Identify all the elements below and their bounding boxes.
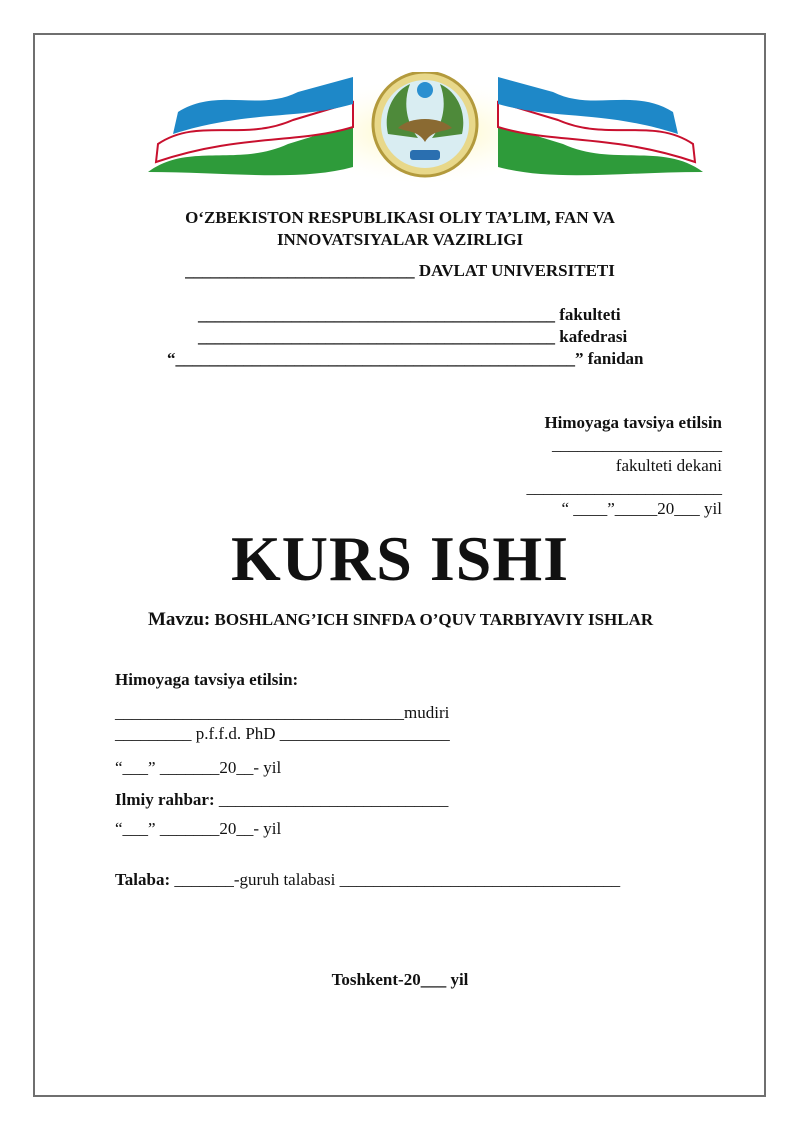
topic-label: Mavzu: <box>148 609 211 630</box>
approval-date: “ ____”_____20___ yil <box>561 499 722 518</box>
phd-line: _________ p.f.f.d. PhD ____________________ <box>115 724 450 743</box>
defense-heading: Himoyaga tavsiya etilsin: <box>115 670 299 689</box>
uzbekistan-emblem-flag-icon <box>148 72 703 182</box>
advisor-line <box>115 790 448 810</box>
advisor-label: Ilmiy rahbar: <box>115 790 215 809</box>
advisor-blank: ___________________________ <box>214 790 449 809</box>
student-label: Talaba: <box>115 870 171 889</box>
university-line: ___________________________ DAVLAT UNIVERSITETI <box>185 261 615 280</box>
topic-line <box>148 609 653 631</box>
student-value: _______-guruh talabasi _________________________________ <box>170 870 621 889</box>
city-year-footer: Toshkent-20___ yil <box>331 970 469 989</box>
dean-label: fakulteti dekani <box>615 456 722 475</box>
document-title: KURS ISHI <box>231 523 569 594</box>
department-line: __________________________________________ kafedrasi <box>198 327 628 346</box>
topic-value: BOSHLANG’ICH SINFDA O’QUV TARBIYAVIY ISHLAR <box>210 610 654 629</box>
defense-date: “___” _______20__- yil <box>115 758 282 777</box>
ministry-title <box>0 207 800 251</box>
ministry-line-2: INNOVATSIYALAR VAZIRLIGI <box>276 230 524 249</box>
advisor-date: “___” _______20__- yil <box>115 819 282 838</box>
faculty-line: __________________________________________ fakulteti <box>198 305 621 324</box>
subject-line: “_______________________________________________” fanidan <box>167 349 644 368</box>
approval-heading: Himoyaga tavsiya etilsin <box>544 413 722 432</box>
student-line <box>115 870 620 890</box>
approval-blank-2: _______________________ <box>526 478 722 497</box>
approval-blank-1: ____________________ <box>552 435 722 454</box>
head-of-department-line: __________________________________mudiri <box>115 703 450 722</box>
ministry-line-1: O‘ZBEKISTON RESPUBLIKASI OLIY TA’LIM, FAN VA <box>185 208 615 227</box>
